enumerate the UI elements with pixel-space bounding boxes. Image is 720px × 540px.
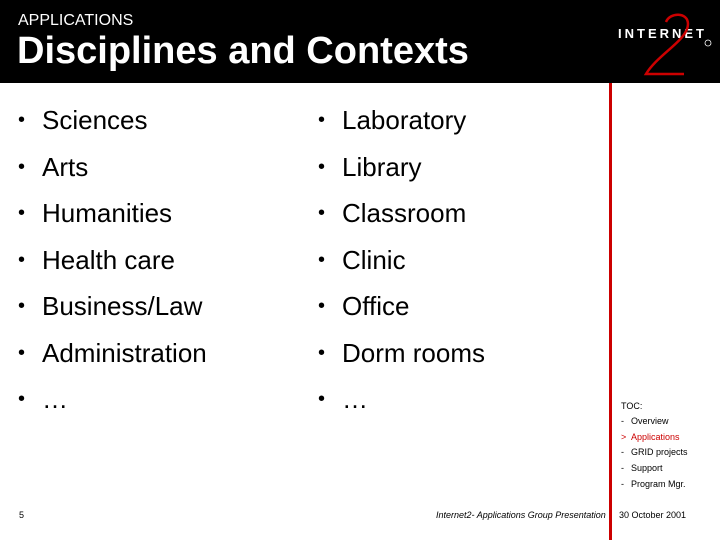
list-item xyxy=(18,144,207,191)
bullet: • xyxy=(318,109,326,131)
bullet: • xyxy=(18,155,26,178)
bullet: • xyxy=(318,202,326,224)
item-label: Laboratory xyxy=(342,105,467,135)
toc-title: TOC: xyxy=(621,401,643,411)
toc-item-applications[interactable] xyxy=(621,430,688,446)
presentation-date: 30 October 2001 xyxy=(619,510,687,520)
list-item xyxy=(318,330,485,377)
toc-item-label: Applications xyxy=(631,431,680,442)
bullet: • xyxy=(318,155,326,178)
list-item xyxy=(318,376,485,423)
contexts-list xyxy=(318,97,485,423)
toc-marker: - xyxy=(621,447,624,458)
toc-item-grid-projects[interactable] xyxy=(621,445,688,461)
list-item xyxy=(18,97,207,144)
slide-header xyxy=(0,0,720,83)
bullet: • xyxy=(18,388,26,410)
table-of-contents xyxy=(621,398,688,492)
item-label: Business/Law xyxy=(42,291,203,321)
item-label: Administration xyxy=(42,337,207,368)
list-item xyxy=(318,144,485,191)
item-label: Arts xyxy=(42,151,89,182)
toc-item-label: Program Mgr. xyxy=(631,478,686,489)
bullet: • xyxy=(18,341,26,364)
item-label: Dorm rooms xyxy=(342,337,486,368)
item-label: Office xyxy=(342,291,410,321)
bullet: • xyxy=(18,295,26,317)
slide-title: Disciplines and Contexts xyxy=(17,30,469,72)
section-label: APPLICATIONS xyxy=(18,12,134,29)
bullet: • xyxy=(318,248,326,271)
toc-marker: - xyxy=(621,478,624,489)
disciplines-list xyxy=(18,97,207,423)
toc-item-overview[interactable] xyxy=(621,414,688,430)
toc-marker: - xyxy=(621,463,624,474)
bullet: • xyxy=(18,248,26,271)
slide-number: 5 xyxy=(19,510,25,520)
list-item xyxy=(18,190,207,237)
item-label: Library xyxy=(342,151,422,182)
item-label: Clinic xyxy=(342,244,406,275)
logo-two-glyph xyxy=(618,10,712,78)
item-label: … xyxy=(42,384,68,414)
logo-text: INTERNET xyxy=(618,26,707,41)
toc-list xyxy=(621,414,688,492)
item-label: Humanities xyxy=(42,198,173,228)
toc-item-program-mgr[interactable] xyxy=(621,477,688,493)
item-label: … xyxy=(342,384,368,414)
red-divider xyxy=(609,83,612,540)
toc-marker: > xyxy=(621,431,627,442)
bullet: • xyxy=(318,388,326,410)
list-item xyxy=(18,283,207,330)
item-label: Classroom xyxy=(342,198,467,228)
bullet: • xyxy=(18,109,26,131)
bullet: • xyxy=(318,341,326,364)
toc-item-label: Overview xyxy=(631,416,669,426)
toc-marker: - xyxy=(621,416,624,426)
internet2-logo xyxy=(618,10,712,78)
item-label: Health care xyxy=(42,244,175,275)
toc-item-label: Support xyxy=(631,463,663,474)
list-item xyxy=(18,237,207,284)
list-item xyxy=(18,376,207,423)
toc-item-label: GRID projects xyxy=(631,447,688,458)
list-item xyxy=(318,283,485,330)
list-item xyxy=(18,330,207,377)
bullet: • xyxy=(18,202,26,224)
list-item xyxy=(318,237,485,284)
bullet: • xyxy=(318,295,326,317)
toc-item-support[interactable] xyxy=(621,461,688,477)
list-item xyxy=(318,190,485,237)
list-item xyxy=(318,97,485,144)
item-label: Sciences xyxy=(42,105,148,135)
presentation-title: Internet2- Applications Group Presentation xyxy=(436,510,606,520)
